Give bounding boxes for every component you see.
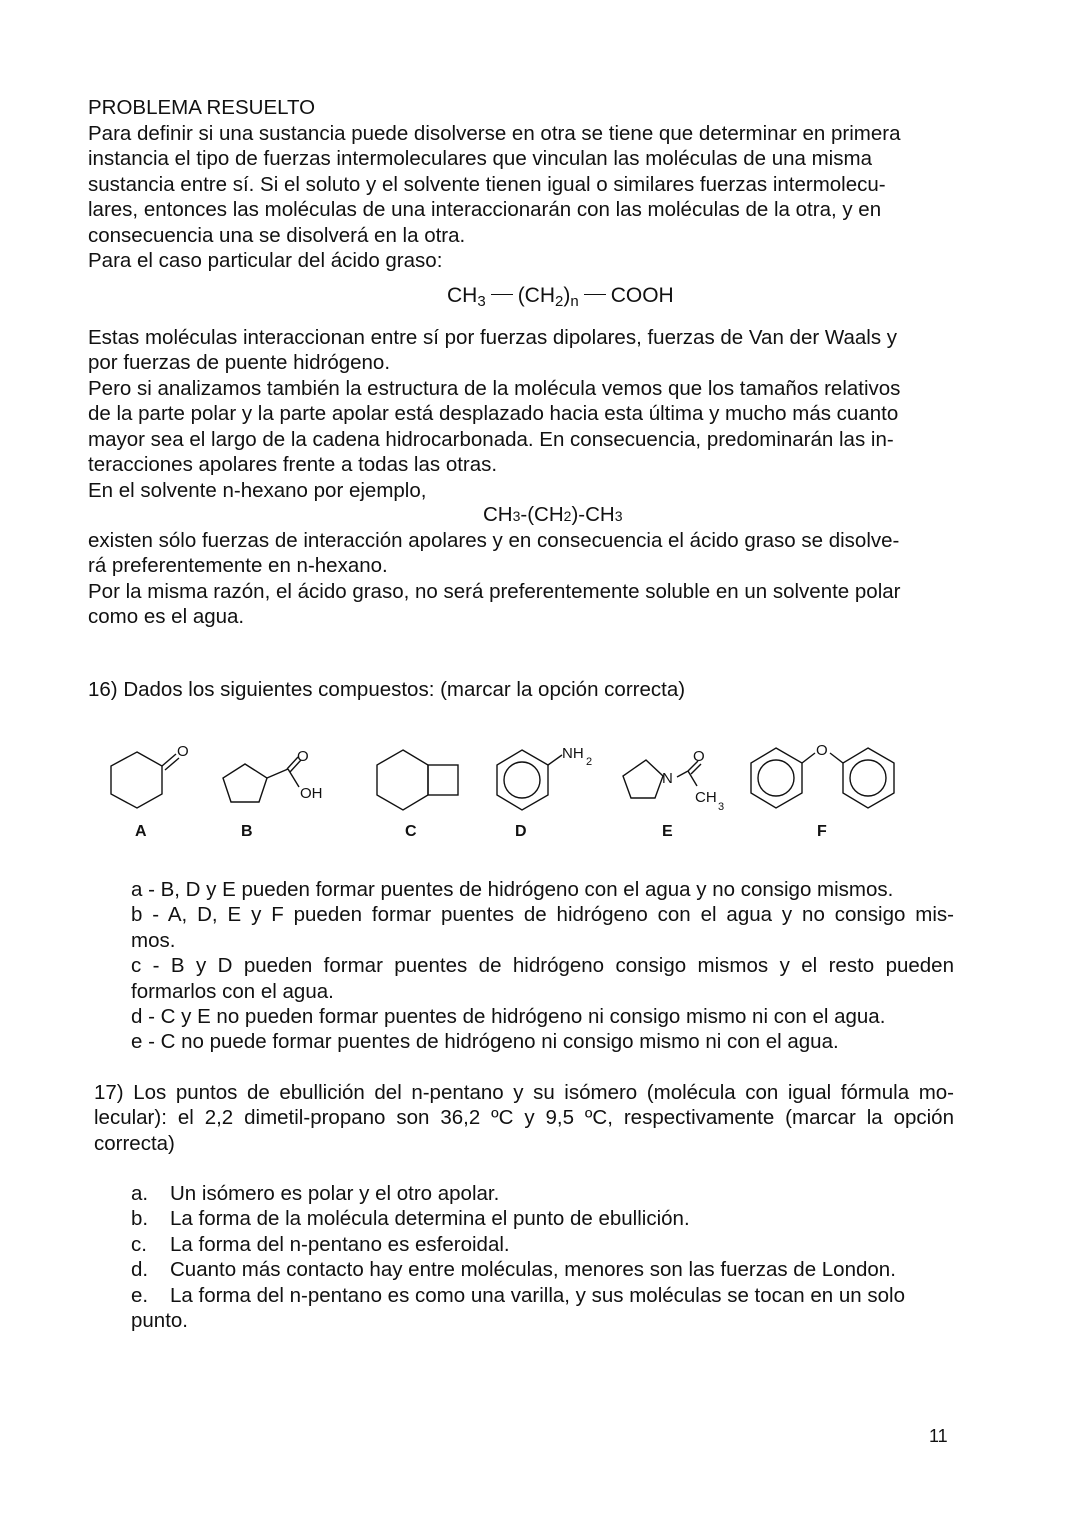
text-line: Por la misma razón, el ácido graso, no será preferentemente soluble en un solvente polar [88,580,901,603]
structure-label: B [241,823,253,840]
option-text: d - C y E no pueden formar puentes de hidrógeno ni consigo mismo ni con el agua. [131,1005,886,1029]
option-b[interactable] [131,1206,954,1231]
bond-line [267,769,288,778]
text-line: Estas moléculas interaccionan entre sí por fuerzas dipolares, fuerzas de Van der Waals y [88,326,898,349]
option-text: c - B y D pueden formar puentes de hidrógeno consigo mismos y el resto pueden [131,954,954,978]
option-b[interactable] [131,902,954,953]
formula-text: ) [563,284,571,307]
option-letter: c. [131,1232,147,1256]
formula-subscript: n [570,293,579,310]
bond-line [288,769,299,787]
option-text: mos. [131,928,176,952]
formula-text: CH [447,284,478,307]
text-line: lecular): el 2,2 dimetil-propano son 36,2 ºC y 9,5 ºC, respectivamente (marcar la opción [94,1106,954,1130]
paragraph-interactions [88,325,952,376]
option-text: Cuanto más contacto hay entre moléculas, menores son las fuerzas de London. [170,1258,896,1282]
text-line: instancia el tipo de fuerzas intermoleculares que vinculan las moléculas de una misma [88,147,872,171]
bond-line [584,294,606,295]
carbonyl-double-bond [691,764,701,774]
text-line: existen sólo fuerzas de interacción apolares y en consecuencia el ácido graso se disolve- [88,529,900,552]
atom-label-nitrogen: N [662,770,673,787]
text-line: correcta) [94,1131,175,1155]
structure-label: D [515,823,527,840]
atom-label-hydroxyl: OH [300,785,323,802]
cyclohexane-ring [111,752,162,808]
formula-subscript: 3 [512,508,521,524]
option-letter: e. [131,1283,149,1307]
bond-line [802,753,815,763]
text-line: Para definir si una sustancia puede disolverse en otra se tiene que determinar en primera [88,122,901,145]
option-c[interactable] [131,953,954,1004]
formula-text: (CH [517,284,556,307]
option-text: La forma de la molécula determina el punto de ebullición. [170,1207,690,1231]
paragraph-structure [88,376,952,478]
option-text: La forma del n-pentano es como una varilla, y sus moléculas se tocan en un solo [170,1283,905,1307]
formula-text: )-CH [571,503,615,526]
text-line: mayor sea el largo de la cadena hidrocarbonada. En consecuencia, predominarán las in- [88,427,894,451]
formula-text: COOH [610,284,674,307]
option-letter: d. [131,1258,149,1282]
aromatic-circle [504,762,540,798]
structure-label: E [662,823,673,840]
structure-d [497,750,562,810]
text-line: lares, entonces las moléculas de una interaccionarán con las moléculas de la otra, y en [88,198,882,222]
paragraph-hexane: En el solvente n-hexano por ejemplo, [88,479,427,502]
option-e[interactable] [131,1283,954,1334]
atom-label-amine: NH [562,745,584,762]
option-text: Un isómero es polar y el otro apolar. [170,1182,500,1205]
structure-c [377,750,458,810]
option-text: e - C no puede formar puentes de hidrógeno ni consigo mismo ni con el agua. [131,1030,839,1054]
structure-a [111,752,179,808]
bond-line [548,755,562,765]
structure-b [223,757,301,802]
page-number: 11 [929,1426,948,1446]
option-c[interactable] [131,1232,954,1257]
text-line: 17) Los puntos de ebullición del n-pentano y su isómero (molécula con igual fórmula mo- [94,1081,954,1104]
option-a[interactable] [131,877,954,902]
bond-line [830,753,843,763]
text-line: como es el agua. [88,605,245,629]
hexane-formula [483,502,623,529]
pyrrolidine-ring [623,760,663,798]
option-letter: a. [131,1182,149,1205]
fatty-acid-formula [447,282,674,316]
carbonyl-double-bond [162,754,176,766]
option-text: b - A, D, E y F pueden formar puentes de hidrógeno con el agua y no consigo mis- [131,903,954,927]
atom-label-oxygen: O [693,748,705,765]
atom-subscript: 2 [586,756,593,768]
paragraph-intro [88,121,952,248]
option-text: a - B, D y E pueden formar puentes de hidrógeno con el agua y no consigo mismos. [131,878,894,901]
formula-subscript: 3 [614,508,623,524]
option-text: La forma del n-pentano es esferoidal. [170,1232,510,1256]
formula-subscript: 3 [477,293,486,310]
formula-subscript: 2 [563,508,572,524]
chemical-structures-figure [0,730,1080,850]
option-d[interactable] [131,1257,954,1282]
section-heading: PROBLEMA RESUELTO [88,96,316,119]
atom-label-oxygen: O [297,748,309,765]
text-line: teracciones apolares frente a todas las otras. [88,453,498,477]
cyclobutane-ring [428,765,458,795]
structure-label: C [405,823,417,840]
bond-line [677,771,688,777]
structure-label: F [817,823,827,840]
formula-subscript: 2 [555,293,564,310]
text-line: sustancia entre sí. Si el soluto y el solvente tienen igual o similares fuerzas intermolecu- [88,172,886,196]
cyclopentane-ring [223,764,267,802]
option-d[interactable] [131,1004,954,1029]
paragraph-water [88,579,952,630]
atom-label-oxygen: O [177,743,189,760]
structure-label: A [135,823,147,840]
question-16-options [131,877,954,1055]
atom-label-oxygen: O [816,742,828,759]
option-letter: b. [131,1207,149,1231]
atom-label-methyl: CH [695,789,717,806]
option-text-continuation: punto. [131,1309,188,1333]
text-line: Pero si analizamos también la estructura de la molécula vemos que los tamaños relativos [88,377,901,400]
bond-line [491,294,513,295]
text-line: por fuerzas de puente hidrógeno. [88,351,391,375]
formula-text: CH [483,503,513,526]
atom-subscript: 3 [718,801,725,813]
aromatic-circle [758,760,794,796]
cyclohexane-ring [377,750,428,810]
paragraph-fatty-acid-intro: Para el caso particular del ácido graso: [88,249,443,272]
option-e[interactable] [131,1029,954,1054]
question-17-options [131,1181,954,1333]
question-17-prompt [94,1080,954,1156]
text-line: de la parte polar y la parte apolar está desplazado hacia esta última y mucho más cuanto [88,402,899,426]
aromatic-circle [850,760,886,796]
text-line: rá preferentemente en n-hexano. [88,554,388,578]
option-text: formarlos con el agua. [131,979,334,1003]
text-line: consecuencia una se disolverá en la otra. [88,223,466,247]
paragraph-conclusion [88,528,952,579]
option-a[interactable] [131,1181,954,1206]
question-16-prompt: 16) Dados los siguientes compuestos: (marcar la opción correcta) [88,678,686,701]
formula-text: -(CH [520,503,564,526]
